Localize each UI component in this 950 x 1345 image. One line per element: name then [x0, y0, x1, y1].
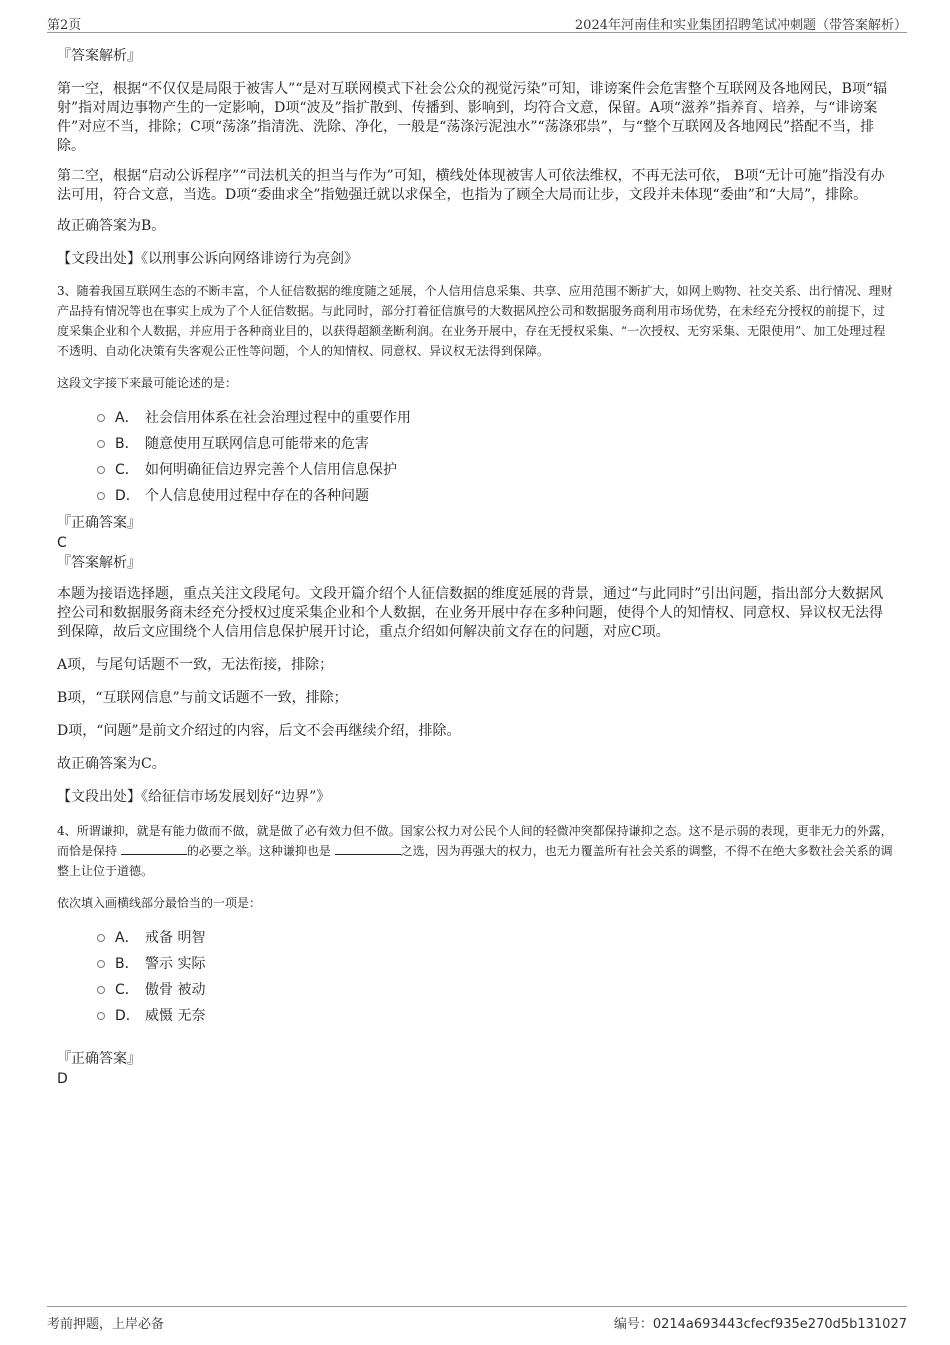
- option-letter: D．: [115, 488, 140, 504]
- q3-source: 【文段出处】《给征信市场发展划好“边界”》: [57, 789, 331, 805]
- q4-stem-part-3: 之选，因为再强大的权力，也无力覆盖所有社会关系的调整，不得不在绝大多数社会关系的调整上让位于道德。: [57, 844, 893, 878]
- q3-analysis-d: D项，“问题”是前文介绍过的内容，后文不会再继续介绍，排除。: [57, 723, 461, 739]
- footer-slogan: 考前押题，上岸必备: [47, 1317, 165, 1332]
- option-letter: C．: [115, 982, 139, 998]
- option-text: 个人信息使用过程中存在的各种问题: [145, 488, 369, 504]
- q2-conclusion: 故正确答案为B。: [57, 218, 166, 234]
- option-letter: D．: [115, 1008, 140, 1024]
- document-code: [614, 1313, 907, 1332]
- option-letter: B．: [115, 436, 139, 452]
- radio-icon[interactable]: [97, 1012, 105, 1020]
- radio-icon[interactable]: [97, 986, 105, 994]
- q3-stem: 3、随着我国互联网生态的不断丰富，个人征信数据的维度随之延展，个人信用信息采集、共享、应用范围不断扩大，如网上购物、社交关系、出行情况、理财产品持有情况等也在事实上成为了个人征信数据。与此同时，部分打着征信旗号的大数据风控公司和数据服务商利用市场优势，在未经充分授权的前提下，过度采集企业和个人数据，并应用于各种商业目的，以获得超额垄断利润。在业务开展中，存在无授权采集、“一次授权、无穷采集、无限使用”、加工处理过程不透明、自动化决策有失客观公正性等问题，个人的知情权、同意权、异议权无法得到保障。: [57, 284, 893, 358]
- option-text: 傲骨 被动: [145, 982, 206, 998]
- page-number: 第2页: [47, 18, 82, 33]
- q3-conclusion: 故正确答案为C。: [57, 756, 166, 772]
- q3-analysis-a: A项，与尾句话题不一致，无法衔接，排除；: [57, 657, 334, 673]
- radio-icon[interactable]: [97, 960, 105, 968]
- q4-question: 依次填入画横线部分最恰当的一项是：: [57, 896, 262, 910]
- page-header: [47, 12, 907, 33]
- code-value: 0214a693443cfecf935e270d5b131027: [652, 1317, 907, 1332]
- q3-question: 这段文字接下来最可能论述的是：: [57, 376, 238, 390]
- q3-option-d[interactable]: [97, 483, 895, 509]
- q3-option-a[interactable]: [97, 405, 895, 431]
- q2-analysis-label: 『答案解析』: [57, 48, 141, 64]
- radio-icon[interactable]: [97, 440, 105, 448]
- q4-stem: [57, 821, 895, 881]
- q3-analysis-b: B项，“互联网信息”与前文话题不一致，排除；: [57, 690, 348, 706]
- page-content: [57, 46, 895, 1089]
- code-label: 编号：: [613, 1317, 653, 1332]
- blank-line: [121, 842, 187, 855]
- option-text: 社会信用体系在社会治理过程中的重要作用: [145, 410, 411, 426]
- q4-option-c[interactable]: [97, 977, 895, 1003]
- q3-analysis-paragraph: 本题为接语选择题，重点关注文段尾句。文段开篇介绍个人征信数据的维度延展的背景，通过“与此同时”引出问题，指出部分大数据风控公司和数据服务商未经充分授权过度采集企业和个人数据，在业务开展中存在多种问题，使得个人的知情权、同意权、异议权无法得到保障，故后文应围绕个人信用信息保护展开讨论，重点介绍如何解决前文存在的问题，对应C项。: [57, 586, 884, 640]
- q3-answer-label: 『正确答案』: [57, 515, 141, 531]
- radio-icon[interactable]: [97, 492, 105, 500]
- radio-icon[interactable]: [97, 466, 105, 474]
- q2-analysis-paragraph-1: 第一空，根据“不仅仅是局限于被害人”“是对互联网模式下社会公众的视觉污染”可知，诽谤案件会危害整个互联网及各地网民，B项“辐射”指对周边事物产生的一定影响，D项“波及”指扩散到、传播到、影响到，均符合文意，保留。A项“滋养”指养育、培养，与“诽谤案件”对应不当，排除；C项“荡涤”指清洗、洗除、净化，一般是“荡涤污泥浊水”“荡涤邪祟”，与“整个互联网及各地网民”搭配不当，排除。: [57, 81, 888, 154]
- radio-icon[interactable]: [97, 414, 105, 422]
- option-text: 如何明确征信边界完善个人信用信息保护: [145, 462, 397, 478]
- blank-line: [335, 842, 401, 855]
- q4-option-b[interactable]: [97, 951, 895, 977]
- q4-option-a[interactable]: [97, 925, 895, 951]
- q3-answer: C: [57, 535, 67, 551]
- q4-answer-label: 『正确答案』: [57, 1051, 141, 1067]
- option-letter: B．: [115, 956, 139, 972]
- option-text: 随意使用互联网信息可能带来的危害: [145, 436, 369, 452]
- q3-options: [57, 405, 895, 509]
- q3-option-c[interactable]: [97, 457, 895, 483]
- option-text: 戒备 明智: [145, 930, 206, 946]
- option-letter: A．: [115, 930, 139, 946]
- q4-answer: D: [57, 1071, 68, 1087]
- page-footer: [47, 1306, 907, 1331]
- q4-option-d[interactable]: [97, 1003, 895, 1029]
- document-title: 2024年河南佳和实业集团招聘笔试冲刺题（带答案解析）: [574, 18, 907, 33]
- q3-option-b[interactable]: [97, 431, 895, 457]
- q3-analysis-label: 『答案解析』: [57, 555, 141, 571]
- q4-stem-part-2: 的必要之举。这种谦抑也是: [186, 844, 335, 858]
- option-text: 警示 实际: [145, 956, 206, 972]
- q4-options: [57, 925, 895, 1029]
- option-letter: C．: [115, 462, 139, 478]
- option-text: 威慑 无奈: [145, 1008, 206, 1024]
- q2-analysis-paragraph-2: 第二空，根据“启动公诉程序”“司法机关的担当与作为”可知，横线处体现被害人可依法维权，不再无法可依， B项“无计可施”指没有办法可用，符合文意，当选。D项“委曲求全”指勉强迁就以求保全，也指为了顾全大局而让步，文段并未体现“委曲”和“大局”，排除。: [57, 168, 885, 203]
- q2-source: 【文段出处】《以刑事公诉向网络诽谤行为亮剑》: [57, 251, 358, 267]
- q4-stem-part-1: 4、所谓谦抑，就是有能力做而不做，就是做了必有效力但不做。国家公权力对公民个人间的轻微冲突都保持谦抑之态。这不是示弱的表现，更非无力的外露，而恰是保持: [57, 824, 893, 858]
- radio-icon[interactable]: [97, 934, 105, 942]
- option-letter: A．: [115, 410, 139, 426]
